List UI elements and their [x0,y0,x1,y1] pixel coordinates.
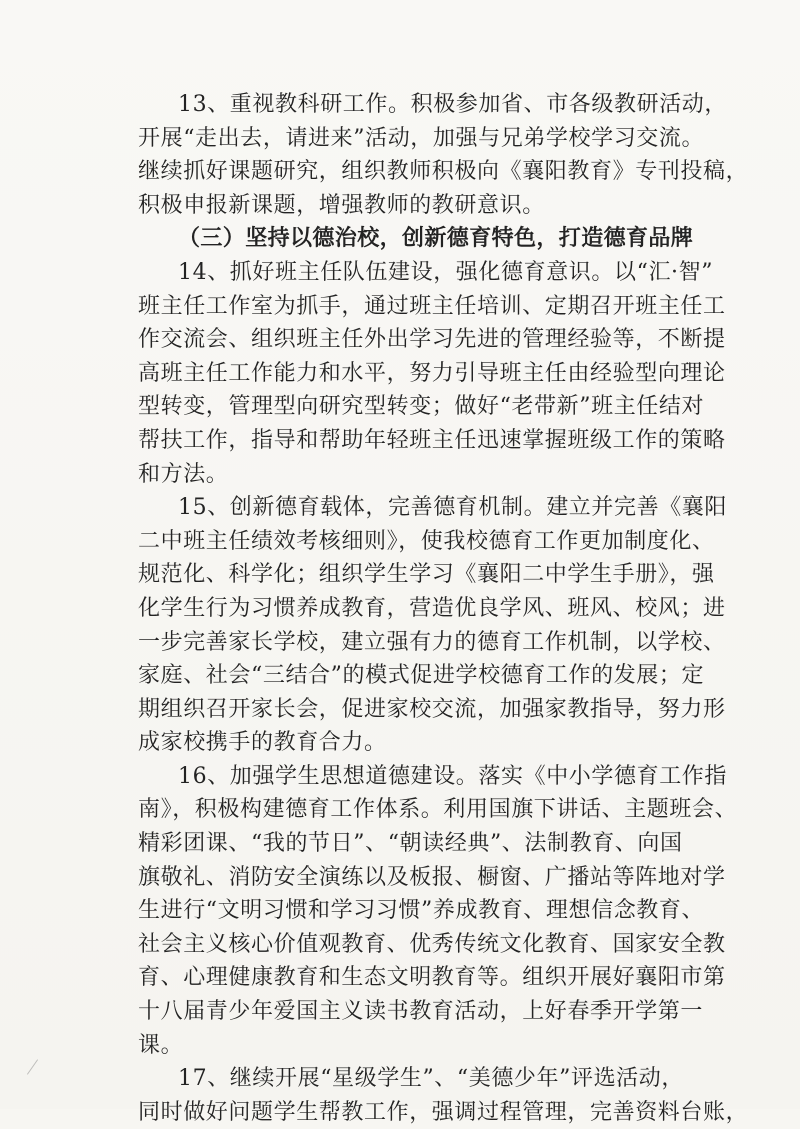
paragraph-14-line: 高班主任工作能力和水平，努力引导班主任由经验型向理论 [138,360,726,386]
paragraph-17-line: 同时做好问题学生帮教工作，强调过程管理，完善资料台账， [138,1099,749,1125]
paragraph-16-line: 南》，积极构建德育工作体系。利用国旗下讲话、主题班会、 [138,797,738,823]
paragraph-15-line: 化学生行为习惯养成教育，营造优良学风、班风、校风；进 [138,595,726,621]
paragraph-16-line: 旗敬礼、消防安全演练以及板报、橱窗、广播站等阵地对学 [138,864,726,890]
paragraph-17-line: 17、继续开展“星级学生”、“美德少年”评选活动， [178,1066,684,1092]
paragraph-16-line: 十八届青少年爱国主义读书教育活动，上好春季开学第一 [138,999,704,1025]
paragraph-15-line: 二中班主任绩效考核细则》，使我校德育工作更加制度化、 [138,528,715,554]
paragraph-13-line: 13、重视教科研工作。积极参加省、市各级教研活动， [178,92,727,117]
scan-mark [27,1059,38,1074]
paragraph-15-line: 家庭、社会“三结合”的模式促进学校德育工作的发展；定 [138,663,705,689]
paragraph-15-line: 一步完善家长学校，建立强有力的德育工作机制，以学校、 [138,629,726,655]
paragraph-16-line: 课。 [138,1032,184,1058]
paragraph-14-line: 帮扶工作，指导和帮助年轻班主任迅速掌握班级工作的策略 [138,427,726,453]
paragraph-15-line: 期组织召开家长会，促进家校交流，加强家教指导，努力形 [138,696,726,722]
paragraph-16-line: 生进行“文明习惯和学习习惯”养成教育、理想信念教育、 [138,898,705,924]
paragraph-14-line: 型转变，管理型向研究型转变；做好“老带新”班主任结对 [138,394,705,420]
paragraph-16-line: 精彩团课、“我的节日”、“朝读经典”、法制教育、向国 [138,831,683,857]
paragraph-13-line: 开展“走出去，请进来”活动，加强与兄弟学校学习交流。 [138,125,705,151]
paragraph-16-line: 社会主义核心价值观教育、优秀传统文化教育、国家安全教 [138,931,726,957]
paragraph-14-line: 作交流会、组织班主任外出学习先进的管理经验等，不断提 [138,327,726,353]
paragraph-15-line: 成家校携手的教育合力。 [138,730,387,756]
paragraph-14-line: 和方法。 [138,461,229,487]
paragraph-13-line: 积极申报新课题，增强教师的教研意识。 [138,192,545,218]
paragraph-14-line: 14、抓好班主任队伍建设，强化德育意识。以“汇·智” [178,259,714,285]
document-body [138,88,749,1129]
paragraph-15-line: 15、创新德育载体，完善德育机制。建立并完善《襄阳 [178,495,727,521]
paragraph-16-line: 16、加强学生思想道德建设。落实《中小学德育工作指 [178,763,727,789]
paragraph-16-line: 育、心理健康教育和生态文明教育等。组织开展好襄阳市第 [138,965,726,991]
paragraph-15-line: 规范化、科学化；组织学生学习《襄阳二中学生手册》，强 [138,562,715,588]
section-heading: （三）坚持以德治校，创新德育特色，打造德育品牌 [178,225,694,252]
paragraph-14-line: 班主任工作室为抓手，通过班主任培训、定期召开班主任工 [138,293,726,319]
paragraph-13-line: 继续抓好课题研究，组织教师积极向《襄阳教育》专刊投稿， [138,159,749,185]
